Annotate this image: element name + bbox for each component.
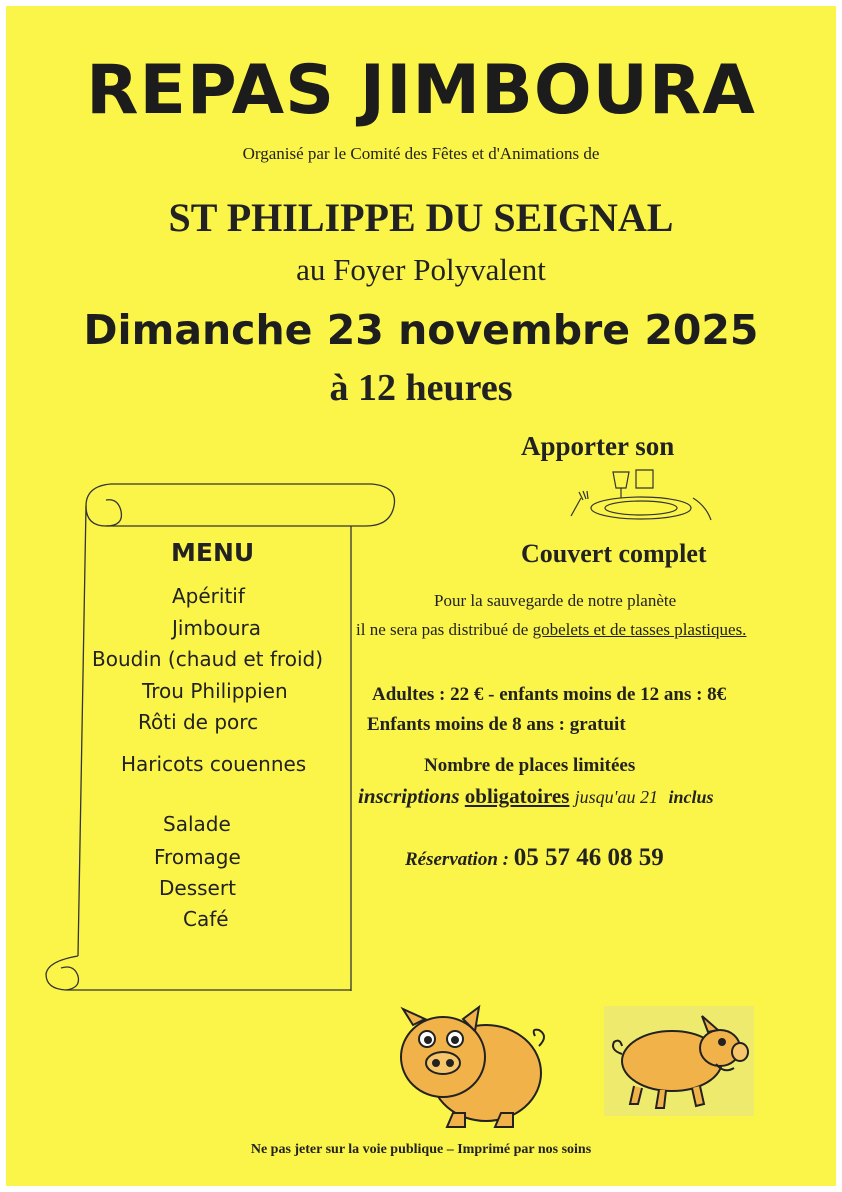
planet-note-underlined: gobelets et de tasses plastiques. <box>532 620 747 639</box>
event-time: à 12 heures <box>329 367 513 409</box>
menu-title: MENU <box>171 538 255 567</box>
menu-item: Haricots couennes <box>121 752 307 776</box>
menu-item: Rôti de porc <box>138 710 259 734</box>
limited-places: Nombre de places limitées <box>424 755 636 776</box>
menu-item: Salade <box>163 812 231 836</box>
organiser-line: Organisé par le Comité des Fêtes et d'Animations de <box>242 144 600 163</box>
reservation-phone: 05 57 46 08 59 <box>513 844 664 871</box>
cartoon-pig-front-icon <box>391 1001 551 1131</box>
menu-item: Fromage <box>154 845 241 869</box>
poster <box>6 6 836 1186</box>
reservation-line <box>405 844 664 872</box>
cartoon-pig-side-icon <box>604 1006 754 1116</box>
price-adults: Adultes : 22 € - enfants moins de 12 ans : 8€ <box>372 684 727 705</box>
footer-note: Ne pas jeter sur la voie publique – Imprimé par nos soins <box>250 1142 592 1157</box>
bring-title: Apporter son <box>521 431 675 461</box>
until-date: jusqu'au 21 <box>574 787 659 807</box>
menu-item: Café <box>183 907 229 931</box>
menu-item: Trou Philippien <box>142 679 288 703</box>
obligatoires-word: obligatoires <box>464 784 570 808</box>
planet-note-line2 <box>356 620 746 640</box>
village-name: ST PHILIPPE DU SEIGNAL <box>168 195 674 240</box>
poster-title: REPAS JIMBOURA <box>86 51 756 130</box>
reservation-label: Réservation : <box>405 849 509 870</box>
menu-item: Apéritif <box>172 584 245 608</box>
planet-note-line1: Pour la sauvegarde de notre planète <box>434 591 677 610</box>
menu-item: Jimboura <box>172 616 262 640</box>
planet-note-prefix: il ne sera pas distribué de <box>356 620 533 639</box>
inscriptions-word: inscriptions <box>358 784 460 808</box>
menu-item: Dessert <box>159 876 236 900</box>
inscriptions-line <box>358 784 714 809</box>
bring-item: Couvert complet <box>521 539 707 568</box>
place-setting-icon <box>561 464 721 524</box>
inclus-word: inclus <box>668 787 714 807</box>
event-date: Dimanche 23 novembre 2025 <box>83 306 759 354</box>
price-children: Enfants moins de 8 ans : gratuit <box>367 714 626 735</box>
menu-item: Boudin (chaud et froid) <box>92 647 323 671</box>
venue: au Foyer Polyvalent <box>296 252 546 287</box>
